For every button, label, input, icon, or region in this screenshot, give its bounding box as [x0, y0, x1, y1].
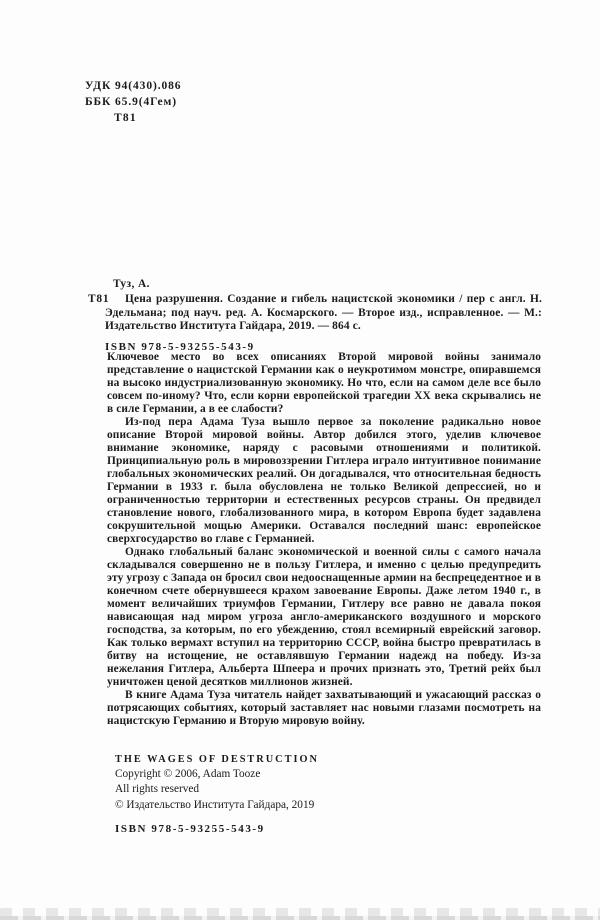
- annotation-paragraph: Однако глобальный баланс экономической и военной силы с самого начала складывался совершенно не в пользу Гитлера, и именно с целью предупредить эту угрозу с Запада он бросил свои недооснащенные армии на беспрецедентное и в конечном счете обернувшееся крахом завоевание Европы. Даже летом 1940 г., в момент величайших триумфов Германии, Гитлеру все равно не давала покоя нависающая над миром угроза англо-американского воздушного и морского господства, за которым, по его убеждению, стоял всемирный еврейский заговор. Как только вермахт вступил на территорию СССР, война быстро превратилась в битву на истощение, не оставлявшую Германии надежд на победу. Из-за нежелания Гитлера, Альберта Шпеера и прочих признать это, Третий рейх был уничтожен ценой десятков миллионов жизней.: [107, 546, 541, 688]
- catalog-card: [88, 278, 542, 354]
- bbk-code: ББК 65.9(4Гем): [85, 96, 177, 108]
- catalog-entry-wrap: [88, 293, 542, 333]
- scan-edge-band: [0, 916, 600, 920]
- rights-line: All rights reserved: [115, 783, 200, 796]
- udk-code: УДК 94(430).086: [85, 80, 182, 92]
- isbn-bottom: ISBN 978-5-93255-543-9: [115, 823, 265, 835]
- publisher-copyright-line: © Издательство Института Гайдара, 2019: [115, 798, 315, 811]
- annotation-paragraph: Ключевое место во всех описаниях Второй мировой войны занимало представление о нацистской Германии как о неукротимом монстре, опиравшемся на высоко индустриализованную экономику. Но что, если на самом деле все было совсем по-иному? Что, если корни европейской трагедии XX века скрывались не в силе Германии, а в ее слабости?: [107, 351, 541, 415]
- copyright-line: Copyright © 2006, Adam Tooze: [115, 768, 261, 781]
- catalog-author: Туз, А.: [113, 278, 150, 290]
- annotation-block: [107, 351, 541, 728]
- annotation-paragraph: В книге Адама Туза читатель найдет захватывающий и ужасающий рассказ о потрясающих событиях, который заставляет нас новыми глазами посмотреть на нацистскую Германию и Вторую мировую войну.: [107, 689, 541, 727]
- imprint-block: [115, 752, 319, 813]
- author-sign-code: Т81: [114, 112, 137, 124]
- scan-edge-artifact: [0, 907, 600, 920]
- annotation-paragraph: Из-под пера Адама Туза вышло первое за поколение радикально новое описание Второй мировой войны. Автор добился этого, уделив ключевое внимание экономике, наряду с расовыми отношениями и политикой. Принципиальную роль в мировоззрении Гитлера играло интуитивное понимание глобальных экономических реалий. Он догадывался, что относительная бедность Германии в 1933 г. была обусловлена не только Великой депрессией, но и ограниченностью территории и естественных ресурсов страны. Он предвидел становление нового, глобализованного мира, в котором Европа будет задавлена сокрушительной мощью Америки. Оставался последний шанс: европейское сверхгосударство во главе с Германией.: [107, 416, 541, 545]
- isbn-top: ISBN 978-5-93255-543-9: [105, 340, 255, 353]
- catalog-entry-code: Т81: [88, 293, 110, 306]
- original-title: THE WAGES OF DESTRUCTION: [115, 754, 319, 765]
- classification-block: [85, 78, 181, 126]
- catalog-entry: Цена разрушения. Создание и гибель нацистской экономики / пер с англ. Н. Эдельмана; под науч. ред. А. Космарского. — Второе изд., исправленное. — М.: Издательство Института Гайдара, 2019. — 864 с.: [105, 293, 542, 333]
